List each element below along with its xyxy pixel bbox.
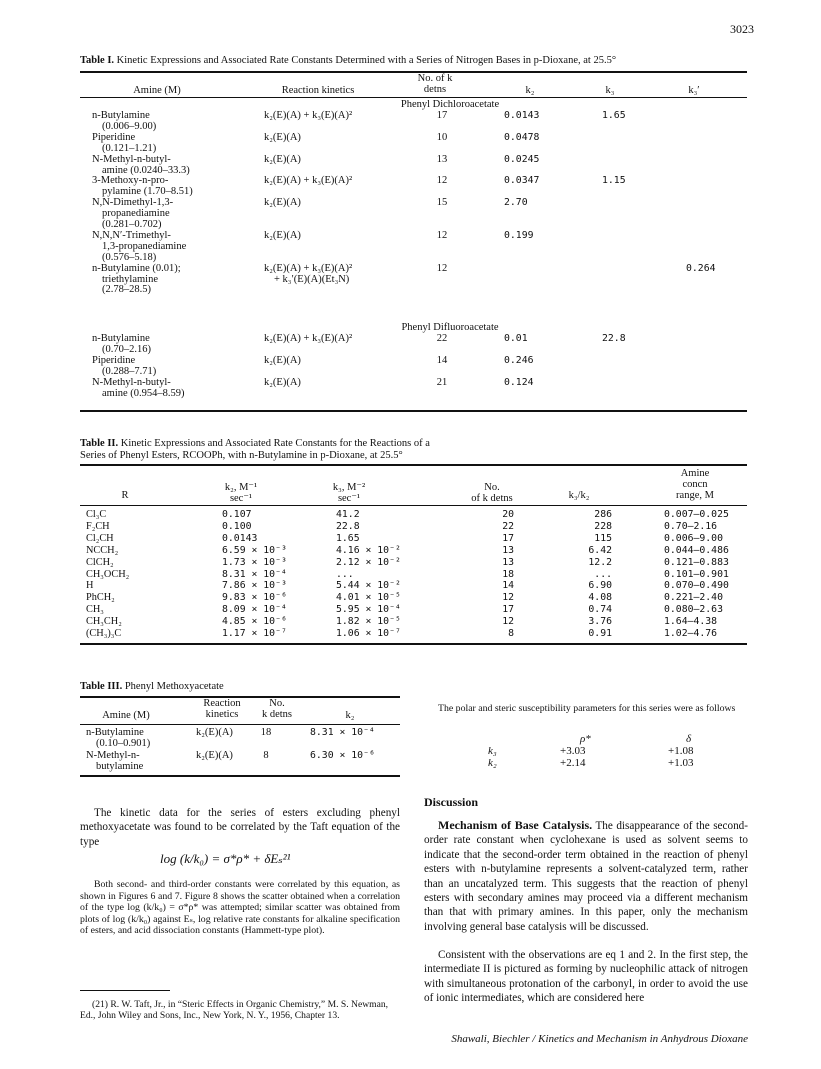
param-delta: +1.03 [668, 757, 694, 769]
t3-h-ndetns: No. k detns [261, 698, 293, 720]
k2-cell: 0.199 [504, 229, 534, 241]
t1-h-ndetns: No. of k detns [417, 73, 453, 95]
k3-cell: 4.16 × 10⁻² [336, 544, 401, 556]
footnote-rule [80, 990, 170, 991]
ndetns-cell: 17 [502, 532, 514, 544]
kinetics-cell [264, 356, 434, 367]
k3-cell: 4.01 × 10⁻⁵ [336, 592, 401, 604]
amine-line: n-Butylamine [92, 333, 150, 344]
kinetics-cell [264, 176, 434, 187]
t1-section-difluoro: Phenyl Difluoroacetate [401, 322, 499, 333]
k2-cell: 0.124 [504, 376, 534, 388]
amine-line: (0.10–0.901) [96, 738, 151, 749]
amine-cell [86, 727, 196, 749]
amine-cell [92, 231, 262, 264]
amine-cell [92, 334, 262, 356]
kinetics-cell: k₂(E)(A) [196, 750, 233, 761]
ndetns-cell: 14 [436, 354, 448, 366]
k3-cell: ... [336, 568, 354, 580]
amine-line: 1,3-propanediamine [102, 240, 187, 252]
k2-cell: 0.246 [504, 354, 534, 366]
k2-cell: 0.0245 [504, 153, 540, 165]
t1-h-kinetics: Reaction kinetics [281, 85, 355, 96]
k3prime-cell: 0.264 [686, 262, 716, 274]
k2-cell: 0.100 [222, 520, 252, 532]
right-para-1: Mechanism of Base Catalysis. The disappearance of the second-order rate constant when cyclohexane is used as solvent seems to indicate that the second-order term obtained in the reaction of phenyl esters with n-butylamine represents a solvent-catalyzed term, rather than an uncatalyzed term. This suggests that the reaction of phenyl esters with secondary amines may proceed via a different mechanism than that with primary amines. In this paper, only the mechanism involving general base catalysis will be discussed. [424, 818, 748, 933]
ratio-cell: 0.74 [588, 604, 612, 616]
table1-bottom-rule [80, 410, 747, 412]
table2-top-rule [80, 464, 747, 466]
k2-cell: 6.30 × 10⁻⁶ [310, 750, 375, 761]
kinetics-cell [264, 155, 434, 166]
right-para-2: Consistent with the observations are eq 1 and 2. In the first step, the intermediate II is pictured as forming by nucleophilic attack of nitrogen with simultaneous protonation of the carbonyl, in order to avoid the use of ionic intermediates, which are considered here [424, 949, 748, 1005]
table3-header-rule [80, 724, 400, 725]
t2-h-r: R [121, 490, 129, 501]
left-para-1: The kinetic data for the series of esters excluding phenyl methoxyacetate was found to be correlated by the Taft equation of the type [80, 807, 400, 848]
t1-section-dichloro: Phenyl Dichloroacetate [400, 99, 500, 110]
t1-h-k3prime: k₃′ [688, 85, 700, 96]
k3-cell: 1.82 × 10⁻⁵ [336, 616, 401, 628]
ratio-cell: 286 [594, 509, 612, 520]
param-rho: +3.03 [560, 745, 586, 757]
k2-cell: 7.86 × 10⁻³ [222, 580, 287, 592]
amine-line: amine (0.0240–33.3) [102, 164, 190, 176]
discussion-heading: Discussion [424, 795, 479, 809]
t1-h-k2: k₂ [525, 85, 535, 96]
kinetics-line: k₂(E)(A) + k₃(E)(A)² [264, 175, 353, 187]
amine-line: n-Butylamine [92, 110, 150, 121]
amine-line: N-Methyl-n- [86, 750, 140, 761]
range-cell: 0.121–0.883 [664, 556, 729, 568]
t3-h-k2: k₂ [345, 710, 355, 721]
amine-line: N,N-Dimethyl-1,3- [92, 197, 174, 209]
ratio-cell: 6.42 [588, 544, 612, 556]
amine-line: N,N,N′-Trimethyl- [92, 229, 171, 241]
amine-line: (0.70–2.16) [102, 343, 151, 355]
table3-bottom-rule [80, 775, 400, 777]
k3-cell: 5.44 × 10⁻² [336, 580, 401, 592]
k2-cell: 0.01 [504, 333, 528, 344]
range-cell: 1.02–4.76 [664, 628, 718, 639]
ratio-cell: ... [594, 568, 612, 580]
amine-line: pylamine (1.70–8.51) [102, 186, 193, 198]
k3-cell: 2.12 × 10⁻² [336, 556, 401, 568]
amine-cell [92, 378, 262, 400]
amine-line: n-Butylamine (0.01); [92, 262, 181, 274]
k3-cell: 1.06 × 10⁻⁷ [336, 628, 401, 639]
mechanism-subheading: Mechanism of Base Catalysis. [438, 818, 593, 832]
amine-line: (0.121–1.21) [102, 142, 157, 154]
amine-cell [92, 264, 262, 297]
ratio-cell: 4.08 [588, 592, 612, 604]
amine-line: 3-Methoxy-n-pro- [92, 175, 169, 187]
range-cell: 1.64–4.38 [664, 616, 718, 628]
param-h-rho: ρ* [580, 733, 591, 745]
range-cell: 0.101–0.901 [664, 568, 729, 580]
k2-cell: 0.0478 [504, 131, 540, 143]
left-para-2: Both second- and third-order constants were correlated by this equation, as shown in Figures 6 and 7. Figure 8 shows the scatter obtained when a correlation of the type log (k/k₀) = σ*ρ* was attempted; similar scatter was obtained from plots of log (k/k₀) against Eₛ, log relative rate constants for alkaline specification of esters, and acid dissociation constants (Hammett-type plot). [80, 879, 400, 937]
k2-cell: 4.85 × 10⁻⁶ [222, 616, 287, 628]
amine-cell [92, 155, 262, 177]
kinetics-line: + k₃′(E)(A)(Et₃N) [274, 273, 350, 285]
ratio-cell: 12.2 [588, 556, 612, 568]
range-cell: 0.080–2.63 [664, 604, 723, 616]
k2-cell: 0.0347 [504, 175, 540, 187]
k2-cell: 9.83 × 10⁻⁶ [222, 592, 287, 604]
t2-h-k2: k₂, M⁻¹ sec⁻¹ [224, 482, 258, 504]
amine-cell [92, 176, 262, 198]
amine-cell [92, 111, 262, 133]
k2-cell: 2.70 [504, 197, 528, 209]
table1-caption: Table I. Kinetic Expressions and Associated Rate Constants Determined with a Series of Nitrogen Bases in p-Dioxane, at 25.5° [80, 55, 617, 66]
ndetns-cell: 12 [502, 592, 514, 604]
ndetns-cell: 18 [502, 568, 514, 580]
kinetics-line: k₂(E)(A) [264, 376, 301, 388]
ndetns-cell: 8 [263, 750, 269, 761]
footnote-21: (21) R. W. Taft, Jr., in “Steric Effects in Organic Chemistry,” M. S. Newman, Ed., John Wiley and Sons, Inc., New York, N. Y., 1956, Chapter 13. [80, 999, 389, 1021]
amine-line: (2.78–28.5) [102, 284, 151, 296]
amine-cell [92, 356, 262, 378]
amine-line: butylamine [96, 761, 144, 772]
kinetics-line: k₂(E)(A) [264, 153, 301, 165]
ratio-cell: 228 [594, 520, 612, 532]
kinetics-cell [264, 378, 434, 389]
right-intro: The polar and steric susceptibility parameters for this series were as follows [438, 703, 736, 714]
ndetns-cell: 12 [502, 616, 514, 628]
r-cell: NCCH₂ [86, 544, 119, 556]
r-cell: F₂CH [86, 520, 110, 532]
kinetics-line: k₂(E)(A) + k₃(E)(A)² [264, 262, 353, 274]
r-cell: H [86, 580, 94, 592]
amine-line: (0.006–9.00) [102, 120, 157, 132]
amine-line: (0.576–5.18) [102, 251, 157, 263]
k2-cell: 1.17 × 10⁻⁷ [222, 628, 287, 639]
kinetics-line: k₂(E)(A) [264, 354, 301, 366]
k2-cell: 8.31 × 10⁻⁴ [222, 568, 287, 580]
amine-line: amine (0.954–8.59) [102, 387, 185, 399]
taft-equation: log (k/k₀) = σ*ρ* + δEₛ²¹ [160, 851, 291, 866]
t2-h-k3: k₃, M⁻² sec⁻¹ [332, 482, 366, 504]
ratio-cell: 6.90 [588, 580, 612, 592]
k3-cell: 5.95 × 10⁻⁴ [336, 604, 401, 616]
t1-h-k3: k₃ [605, 85, 615, 96]
ndetns-cell: 22 [436, 333, 448, 344]
param-k: k₃ [488, 745, 497, 757]
amine-line: (0.288–7.71) [102, 365, 157, 377]
k3-cell: 22.8 [336, 520, 360, 532]
range-cell: 0.70–2.16 [664, 520, 718, 532]
t3-h-kinetics: Reaction kinetics [203, 698, 241, 720]
ndetns-cell: 14 [502, 580, 514, 592]
amine-cell [92, 198, 262, 231]
param-k: k₂ [488, 757, 497, 769]
amine-line: propanediamine [102, 208, 170, 220]
table2-bottom-rule [80, 643, 747, 645]
ndetns-cell: 8 [508, 628, 514, 639]
range-cell: 0.007–0.025 [664, 509, 729, 520]
range-cell: 0.044–0.486 [664, 544, 729, 556]
amine-line: (0.281–0.702) [102, 219, 162, 230]
amine-cell [86, 750, 196, 772]
table1-header-rule [80, 97, 747, 98]
k3-cell: 41.2 [336, 509, 360, 520]
amine-line: Piperidine [92, 354, 136, 366]
k3-cell: 1.65 [336, 532, 360, 544]
kinetics-cell [264, 111, 434, 122]
ratio-cell: 115 [594, 532, 612, 544]
kinetics-cell: k₂(E)(A) [196, 727, 233, 738]
param-rho: +2.14 [560, 757, 586, 769]
t1-h-amine: Amine (M) [133, 85, 181, 96]
amine-line: N-Methyl-n-butyl- [92, 153, 171, 165]
r-cell: CH₃CH₂ [86, 616, 122, 628]
k3-cell: 1.15 [602, 175, 626, 187]
t2-h-ndetns: No. of k detns [471, 482, 513, 504]
param-h-delta: δ [686, 733, 692, 745]
t3-h-amine: Amine (M) [102, 710, 150, 721]
ratio-cell: 0.91 [588, 628, 612, 639]
r-cell: CH₃ [86, 604, 104, 616]
t2-h-ratio: k₃/k₂ [568, 490, 590, 501]
k2-cell: 6.59 × 10⁻³ [222, 544, 287, 556]
amine-line: N-Methyl-n-butyl- [92, 376, 171, 388]
page-number: 3023 [730, 22, 754, 36]
ndetns-cell: 13 [502, 544, 514, 556]
range-cell: 0.221–2.40 [664, 592, 723, 604]
amine-cell [92, 133, 262, 155]
kinetics-line: k₂(E)(A) [264, 197, 301, 209]
k2-cell: 1.73 × 10⁻³ [222, 556, 287, 568]
k3-cell: 22.8 [602, 333, 626, 344]
ndetns-cell: 12 [436, 262, 448, 274]
ndetns-cell: 10 [436, 131, 448, 143]
amine-line: n-Butylamine [86, 727, 144, 738]
k2-cell: 8.09 × 10⁻⁴ [222, 604, 287, 616]
ndetns-cell: 21 [436, 376, 448, 388]
ndetns-cell: 17 [436, 110, 448, 121]
ratio-cell: 3.76 [588, 616, 612, 628]
running-head: Shawali, Biechler / Kinetics and Mechanism in Anhydrous Dioxane [451, 1033, 748, 1045]
r-cell: ClCH₂ [86, 556, 114, 568]
k2-cell: 0.0143 [222, 532, 258, 544]
table2-header-rule [80, 505, 747, 506]
kinetics-cell [264, 231, 434, 242]
kinetics-line: k₂(E)(A) + k₃(E)(A)² [264, 333, 353, 344]
ndetns-cell: 13 [436, 153, 448, 165]
kinetics-line: k₂(E)(A) [264, 131, 301, 143]
r-cell: CH₃OCH₂ [86, 568, 130, 580]
table2-caption: Table II. Kinetic Expressions and Associated Rate Constants for the Reactions of a Series of Phenyl Esters, RCOOPh, with n-Butylamine in p-Dioxane, at 25.5° [80, 438, 430, 461]
ndetns-cell: 18 [260, 727, 272, 738]
k2-cell: 8.31 × 10⁻⁴ [310, 727, 375, 738]
ndetns-cell: 12 [436, 229, 448, 241]
ndetns-cell: 12 [436, 175, 448, 187]
kinetics-cell [264, 334, 434, 345]
ndetns-cell: 22 [502, 520, 514, 532]
k2-cell: 0.107 [222, 509, 252, 520]
amine-line: Piperidine [92, 131, 136, 143]
r-cell: Cl₂CH [86, 532, 114, 544]
r-cell: PhCH₂ [86, 592, 115, 604]
ndetns-cell: 17 [502, 604, 514, 616]
kinetics-cell [264, 133, 434, 144]
k3-cell: 1.65 [602, 110, 626, 121]
kinetics-line: k₂(E)(A) + k₃(E)(A)² [264, 110, 353, 121]
r-cell: Cl₃C [86, 509, 107, 520]
ndetns-cell: 13 [502, 556, 514, 568]
k2-cell: 0.0143 [504, 110, 540, 121]
amine-line: triethylamine [102, 273, 158, 285]
ndetns-cell: 20 [502, 509, 514, 520]
r-cell: (CH₃)₃C [86, 628, 122, 639]
t2-h-range: Amine concn range, M [676, 468, 714, 501]
table3-caption: Table III. Phenyl Methoxyacetate [80, 681, 224, 692]
kinetics-cell [264, 264, 434, 286]
param-delta: +1.08 [668, 745, 694, 757]
ndetns-cell: 15 [436, 197, 448, 209]
range-cell: 0.070–0.490 [664, 580, 729, 592]
range-cell: 0.006–9.00 [664, 532, 723, 544]
kinetics-cell [264, 198, 434, 209]
kinetics-line: k₂(E)(A) [264, 229, 301, 241]
